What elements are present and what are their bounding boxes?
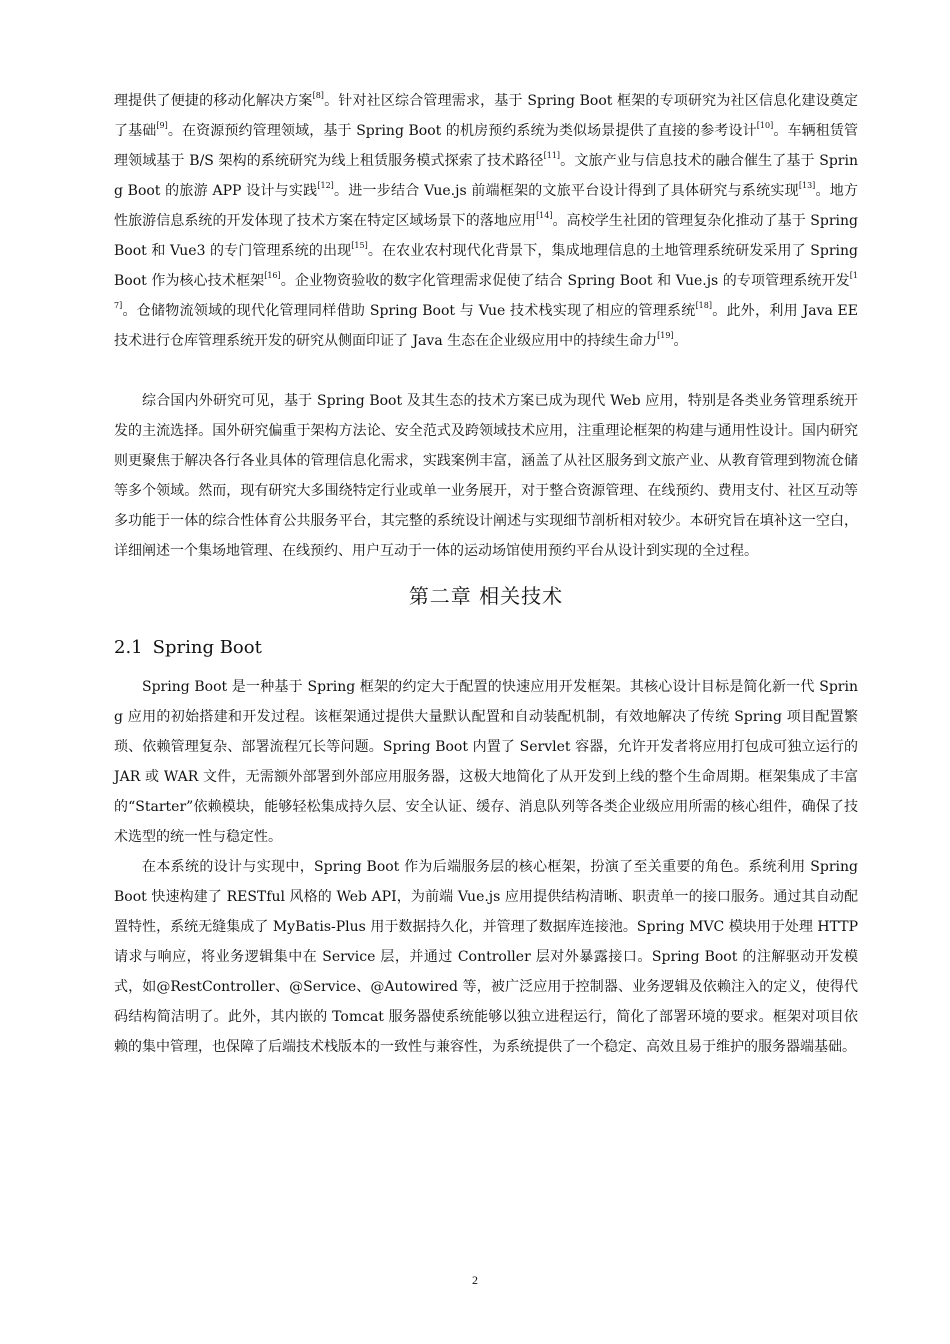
text-run: 。在农业农村现代化背景下，集成地理信息的土地管理系统研发采用了 Spring Boot 作为核心技术框架	[114, 243, 858, 289]
text-run: 。	[673, 333, 688, 349]
paragraph-intro-references	[114, 86, 858, 356]
citation-reference: [12]	[317, 181, 334, 191]
citation-reference: [18]	[695, 301, 712, 311]
paragraph-gap	[114, 356, 858, 386]
document-page	[114, 86, 858, 1062]
citation-reference: [8]	[312, 91, 324, 101]
citation-reference: [14]	[536, 211, 553, 221]
paragraph-spring-boot-intro: Spring Boot 是一种基于 Spring 框架的约定大于配置的快速应用开发框架。其核心设计目标是简化新一代 Spring 应用的初始搭建和开发过程。该框架通过提供大量默认配置和自动装配机制，有效地解决了传统 Spring 项目配置繁琐、依赖管理复杂、部署流程冗长等问题。Spring Boot 内置了 Servlet 容器，允许开发者将应用打包成可独立运行的 JAR 或 WAR 文件，无需额外部署到外部应用服务器，这极大地简化了从开发到上线的整个生命周期。框架集成了丰富的“Starter”依赖模块，能够轻松集成持久层、安全认证、缓存、消息队列等各类企业级应用所需的核心组件，确保了技术选型的统一性与稳定性。	[114, 679, 858, 845]
section-number: 2.1	[114, 637, 143, 658]
citation-reference: [11]	[543, 151, 561, 161]
section-heading	[114, 630, 858, 666]
text-run: 。仓储物流领域的现代化管理同样借助 Spring Boot 与 Vue 技术栈实现了相应的管理系统	[122, 303, 696, 319]
citation-reference: [19]	[657, 331, 674, 341]
citation-reference: [9]	[156, 121, 168, 131]
text-run: 。文旅产业与信息技术的融合催生了基于 Spring Boot 的旅游 APP 设计与实践	[114, 153, 858, 199]
text-run: 。车辆租赁管理领域基于 B/S 架构的系统研究为线上租赁服务模式探索了技术路径	[114, 123, 859, 169]
text-run: 。企业物资验收的数字化管理需求促使了结合 Spring Boot 和 Vue.js 的专项管理系统开发	[280, 273, 850, 289]
citation-reference: [16]	[264, 271, 281, 281]
paragraph-spring-boot-usage: 在本系统的设计与实现中，Spring Boot 作为后端服务层的核心框架，扮演了至关重要的角色。系统利用 Spring Boot 快速构建了 RESTful 风格的 Web API，为前端 Vue.js 应用提供结构清晰、职责单一的接口服务。通过其自动配置特性，系统无缝集成了 MyBatis-Plus 用于数据持久化，并管理了数据库连接池。Spring MVC 模块用于处理 HTTP 请求与响应，将业务逻辑集中在 Service 层，并通过 Controller 层对外暴露接口。Spring Boot 的注解驱动开发模式，如@RestController、@Service、@Autowired 等，被广泛应用于控制器、业务逻辑及依赖注入的定义，使得代码结构简洁明了。此外，其内嵌的 Tomcat 服务器使系统能够以独立进程运行，简化了部署环境的要求。框架对项目依赖的集中管理，也保障了后端技术栈版本的一致性与兼容性，为系统提供了一个稳定、高效且易于维护的服务器端基础。	[114, 859, 858, 1055]
text-run: 理提供了便捷的移动化解决方案	[114, 93, 313, 109]
text-run: 。地方性旅游信息系统的开发体现了技术方案在特定区域场景下的落地应用	[114, 183, 859, 229]
paragraph-summary: 综合国内外研究可见，基于 Spring Boot 及其生态的技术方案已成为现代 Web 应用，特别是各类业务管理系统开发的主流选择。国外研究偏重于架构方法论、安全范式及跨领域技术应用，注重理论框架的构建与通用性设计。国内研究则更聚焦于解决各行各业具体的管理信息化需求，实践案例丰富，涵盖了从社区服务到文旅产业、从教育管理到物流仓储等多个领域。然而，现有研究大多围绕特定行业或单一业务展开，对于整合资源管理、在线预约、费用支付、社区互动等多功能于一体的综合性体育公共服务平台，其完整的系统设计阐述与实现细节剖析相对较少。本研究旨在填补这一空白，详细阐述一个集场地管理、在线预约、用户互动于一体的运动场馆使用预约平台从设计到实现的全过程。	[114, 393, 858, 559]
citation-reference: [13]	[798, 181, 816, 191]
citation-reference: [15]	[351, 241, 368, 251]
citation-reference: [17]	[114, 271, 858, 311]
text-run: 。此外，利用 Java EE 技术进行仓库管理系统开发的研究从侧面印证了 Java 生态在企业级应用中的持续生命力	[114, 303, 858, 349]
citation-reference: [10]	[756, 121, 774, 131]
page-number: 2	[472, 1273, 478, 1287]
text-run: 。高校学生社团的管理复杂化推动了基于 Spring Boot 和 Vue3 的专门管理系统的出现	[114, 213, 859, 259]
text-run: 。进一步结合 Vue.js 前端框架的文旅平台设计得到了具体研究与系统实现	[333, 183, 799, 199]
chapter-title: 第二章 相关技术	[408, 584, 564, 608]
text-run: 。针对社区综合管理需求，基于 Spring Boot 框架的专项研究为社区信息化建设奠定了基础	[114, 93, 858, 139]
text-run: 。在资源预约管理领域，基于 Spring Boot 的机房预约系统为类似场景提供了直接的参考设计	[167, 123, 757, 139]
section-title: Spring Boot	[152, 637, 262, 658]
